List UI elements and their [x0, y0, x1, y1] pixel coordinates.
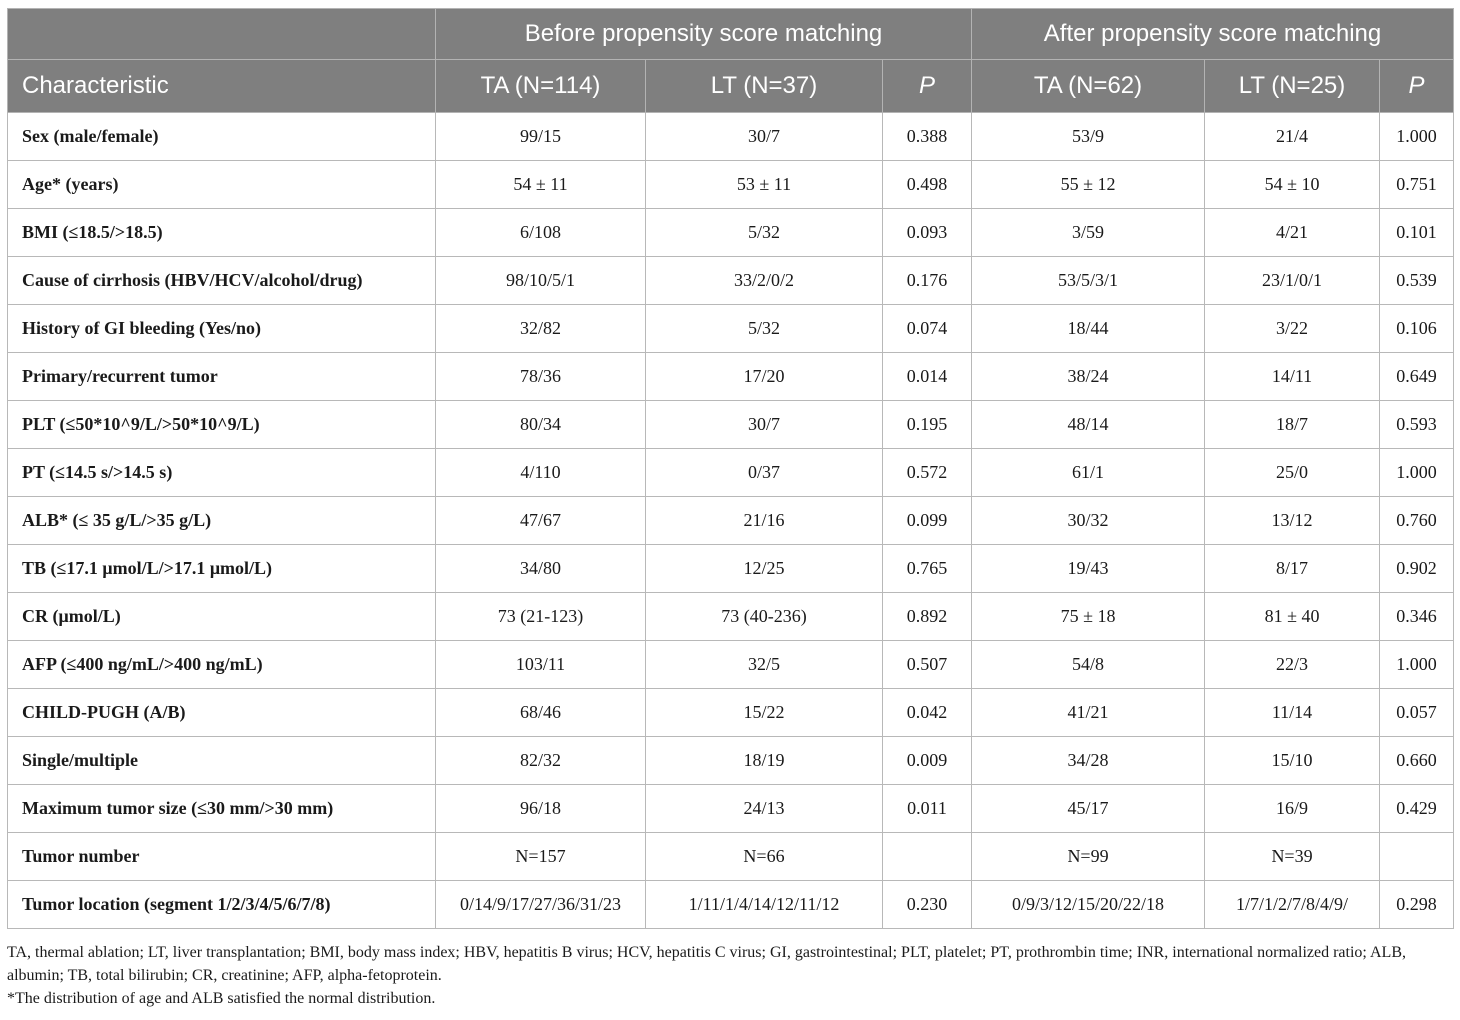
cell-lt-after: 1/7/1/2/7/8/4/9/ — [1205, 881, 1380, 929]
cell-p-after: 0.902 — [1380, 545, 1454, 593]
cell-lt-after: 11/14 — [1205, 689, 1380, 737]
group-header-row — [8, 9, 1454, 60]
cell-label: Cause of cirrhosis (HBV/HCV/alcohol/drug) — [8, 257, 436, 305]
column-header-row — [8, 60, 1454, 113]
cell-lt-after: 18/7 — [1205, 401, 1380, 449]
cell-lt-after: 21/4 — [1205, 113, 1380, 161]
cell-lt-after: 16/9 — [1205, 785, 1380, 833]
cell-p-after: 0.057 — [1380, 689, 1454, 737]
cell-p-before: 0.011 — [883, 785, 972, 833]
cell-ta-after: 41/21 — [972, 689, 1205, 737]
cell-lt-before: 17/20 — [646, 353, 883, 401]
table-row — [8, 257, 1454, 305]
cell-p-before: 0.507 — [883, 641, 972, 689]
cell-p-before: 0.093 — [883, 209, 972, 257]
cell-p-before: 0.074 — [883, 305, 972, 353]
cell-ta-before: 4/110 — [436, 449, 646, 497]
cell-p-after: 0.106 — [1380, 305, 1454, 353]
cell-lt-before: 18/19 — [646, 737, 883, 785]
cell-ta-after: 61/1 — [972, 449, 1205, 497]
cell-label: ALB* (≤ 35 g/L/>35 g/L) — [8, 497, 436, 545]
cell-label: BMI (≤18.5/>18.5) — [8, 209, 436, 257]
cell-p-before: 0.009 — [883, 737, 972, 785]
group-header-before: Before propensity score matching — [436, 9, 972, 60]
table-row — [8, 497, 1454, 545]
cell-ta-after: 3/59 — [972, 209, 1205, 257]
table-row — [8, 353, 1454, 401]
table-row — [8, 737, 1454, 785]
table-row — [8, 881, 1454, 929]
cell-ta-before: 103/11 — [436, 641, 646, 689]
header-blank-cell — [8, 9, 436, 60]
cell-lt-after: 54 ± 10 — [1205, 161, 1380, 209]
cell-ta-before: 32/82 — [436, 305, 646, 353]
cell-ta-before: 54 ± 11 — [436, 161, 646, 209]
table-row — [8, 209, 1454, 257]
cell-lt-before: 32/5 — [646, 641, 883, 689]
column-header-characteristic: Characteristic — [8, 60, 436, 113]
cell-p-after — [1380, 833, 1454, 881]
cell-label: Single/multiple — [8, 737, 436, 785]
cell-p-after: 0.429 — [1380, 785, 1454, 833]
cell-p-after: 1.000 — [1380, 449, 1454, 497]
cell-ta-before: N=157 — [436, 833, 646, 881]
cell-lt-before: 33/2/0/2 — [646, 257, 883, 305]
column-header-p-after: P — [1380, 60, 1454, 113]
cell-lt-before: 24/13 — [646, 785, 883, 833]
table-row — [8, 113, 1454, 161]
cell-lt-before: N=66 — [646, 833, 883, 881]
cell-ta-before: 47/67 — [436, 497, 646, 545]
cell-ta-before: 0/14/9/17/27/36/31/23 — [436, 881, 646, 929]
cell-label: PT (≤14.5 s/>14.5 s) — [8, 449, 436, 497]
group-header-after: After propensity score matching — [972, 9, 1454, 60]
cell-ta-after: 30/32 — [972, 497, 1205, 545]
cell-label: Maximum tumor size (≤30 mm/>30 mm) — [8, 785, 436, 833]
cell-ta-after: 54/8 — [972, 641, 1205, 689]
table-row — [8, 161, 1454, 209]
cell-lt-before: 21/16 — [646, 497, 883, 545]
table-row — [8, 785, 1454, 833]
table-row — [8, 449, 1454, 497]
table-row — [8, 401, 1454, 449]
cell-label: Sex (male/female) — [8, 113, 436, 161]
cell-lt-after: 13/12 — [1205, 497, 1380, 545]
cell-ta-before: 82/32 — [436, 737, 646, 785]
cell-lt-before: 5/32 — [646, 305, 883, 353]
cell-lt-after: 15/10 — [1205, 737, 1380, 785]
cell-p-before: 0.195 — [883, 401, 972, 449]
cell-p-before — [883, 833, 972, 881]
cell-ta-after: 34/28 — [972, 737, 1205, 785]
cell-ta-before: 68/46 — [436, 689, 646, 737]
cell-ta-before: 80/34 — [436, 401, 646, 449]
normal-distribution-footnote: *The distribution of age and ALB satisfied the normal distribution. — [7, 990, 436, 1007]
column-header-lt-after: LT (N=25) — [1205, 60, 1380, 113]
cell-ta-after: 38/24 — [972, 353, 1205, 401]
table-footnotes — [7, 941, 1453, 1010]
cell-p-after: 0.539 — [1380, 257, 1454, 305]
cell-p-before: 0.892 — [883, 593, 972, 641]
abbreviations-footnote: TA, thermal ablation; LT, liver transplantation; BMI, body mass index; HBV, hepatitis B virus; HCV, hepatitis C virus; GI, gastrointestinal; PLT, platelet; PT, prothrombin time; INR, international normalized ratio; ALB, albumin; TB, total bilirubin; CR, creatinine; AFP, alpha-fetoprotein. — [7, 944, 1406, 984]
column-header-p-before: P — [883, 60, 972, 113]
cell-lt-before: 30/7 — [646, 113, 883, 161]
cell-lt-before: 5/32 — [646, 209, 883, 257]
cell-ta-before: 6/108 — [436, 209, 646, 257]
cell-label: TB (≤17.1 μmol/L/>17.1 μmol/L) — [8, 545, 436, 593]
cell-lt-after: 4/21 — [1205, 209, 1380, 257]
cell-lt-after: 3/22 — [1205, 305, 1380, 353]
cell-p-before: 0.230 — [883, 881, 972, 929]
table-body — [8, 113, 1454, 929]
cell-lt-after: N=39 — [1205, 833, 1380, 881]
cell-lt-before: 0/37 — [646, 449, 883, 497]
table-row — [8, 689, 1454, 737]
cell-lt-before: 15/22 — [646, 689, 883, 737]
cell-p-after: 0.649 — [1380, 353, 1454, 401]
cell-lt-before: 12/25 — [646, 545, 883, 593]
cell-ta-after: 55 ± 12 — [972, 161, 1205, 209]
table-row — [8, 305, 1454, 353]
cell-label: History of GI bleeding (Yes/no) — [8, 305, 436, 353]
cell-p-before: 0.099 — [883, 497, 972, 545]
cell-ta-after: 45/17 — [972, 785, 1205, 833]
cell-ta-after: 53/9 — [972, 113, 1205, 161]
cell-ta-after: 48/14 — [972, 401, 1205, 449]
cell-ta-before: 78/36 — [436, 353, 646, 401]
cell-lt-before: 73 (40-236) — [646, 593, 883, 641]
cell-ta-after: 18/44 — [972, 305, 1205, 353]
cell-p-before: 0.014 — [883, 353, 972, 401]
cell-label: Age* (years) — [8, 161, 436, 209]
cell-ta-before: 99/15 — [436, 113, 646, 161]
cell-label: CR (μmol/L) — [8, 593, 436, 641]
column-header-ta-before: TA (N=114) — [436, 60, 646, 113]
cell-p-after: 0.751 — [1380, 161, 1454, 209]
cell-p-after: 0.593 — [1380, 401, 1454, 449]
cell-lt-after: 81 ± 40 — [1205, 593, 1380, 641]
column-header-ta-after: TA (N=62) — [972, 60, 1205, 113]
cell-p-after: 1.000 — [1380, 641, 1454, 689]
table-container — [7, 8, 1453, 929]
cell-p-after: 1.000 — [1380, 113, 1454, 161]
cell-p-before: 0.388 — [883, 113, 972, 161]
cell-label: Tumor location (segment 1/2/3/4/5/6/7/8) — [8, 881, 436, 929]
cell-ta-after: 75 ± 18 — [972, 593, 1205, 641]
cell-p-before: 0.042 — [883, 689, 972, 737]
cell-label: Tumor number — [8, 833, 436, 881]
cell-p-after: 0.346 — [1380, 593, 1454, 641]
cell-ta-after: N=99 — [972, 833, 1205, 881]
table-row — [8, 641, 1454, 689]
cell-ta-before: 34/80 — [436, 545, 646, 593]
table-row — [8, 833, 1454, 881]
cell-ta-after: 53/5/3/1 — [972, 257, 1205, 305]
cell-p-after: 0.298 — [1380, 881, 1454, 929]
cell-ta-before: 73 (21-123) — [436, 593, 646, 641]
cell-lt-before: 1/11/1/4/14/12/11/12 — [646, 881, 883, 929]
cell-p-before: 0.572 — [883, 449, 972, 497]
cell-label: CHILD-PUGH (A/B) — [8, 689, 436, 737]
cell-p-after: 0.660 — [1380, 737, 1454, 785]
cell-p-after: 0.760 — [1380, 497, 1454, 545]
cell-ta-before: 98/10/5/1 — [436, 257, 646, 305]
cell-label: AFP (≤400 ng/mL/>400 ng/mL) — [8, 641, 436, 689]
cell-p-before: 0.765 — [883, 545, 972, 593]
cell-p-after: 0.101 — [1380, 209, 1454, 257]
cell-ta-before: 96/18 — [436, 785, 646, 833]
cell-lt-after: 25/0 — [1205, 449, 1380, 497]
cell-lt-after: 8/17 — [1205, 545, 1380, 593]
table-row — [8, 545, 1454, 593]
cell-lt-before: 30/7 — [646, 401, 883, 449]
cell-lt-after: 14/11 — [1205, 353, 1380, 401]
cell-p-before: 0.498 — [883, 161, 972, 209]
cell-lt-before: 53 ± 11 — [646, 161, 883, 209]
cell-p-before: 0.176 — [883, 257, 972, 305]
column-header-lt-before: LT (N=37) — [646, 60, 883, 113]
table-row — [8, 593, 1454, 641]
characteristics-table — [7, 8, 1454, 929]
cell-label: Primary/recurrent tumor — [8, 353, 436, 401]
cell-lt-after: 23/1/0/1 — [1205, 257, 1380, 305]
cell-lt-after: 22/3 — [1205, 641, 1380, 689]
cell-ta-after: 19/43 — [972, 545, 1205, 593]
cell-label: PLT (≤50*10^9/L/>50*10^9/L) — [8, 401, 436, 449]
cell-ta-after: 0/9/3/12/15/20/22/18 — [972, 881, 1205, 929]
